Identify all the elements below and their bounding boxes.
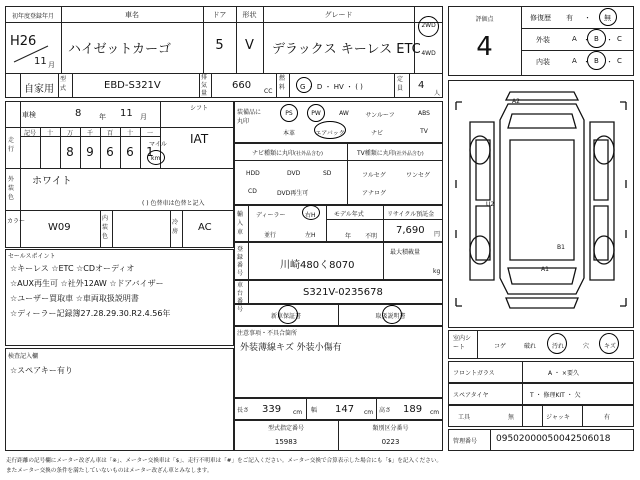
name-label: 車名 <box>125 11 139 19</box>
management-label: 管理番号 <box>453 438 478 445</box>
mileage-h6: 一 <box>146 130 153 137</box>
room-scratch: キズ <box>604 343 616 350</box>
score-label: 評価点 <box>475 16 494 23</box>
mileage-h0: 記号 <box>23 130 36 137</box>
fuel-label: 燃料 <box>279 75 286 91</box>
inspection-year: 8 <box>75 108 82 119</box>
glass-label: フロントガラス <box>453 370 495 377</box>
import-right-circle <box>302 205 320 220</box>
repair-no: 無 <box>604 14 611 22</box>
repair-yes: 有 <box>566 14 573 22</box>
registration-value: 川崎480く8070 <box>280 260 355 271</box>
ext-b-circle <box>587 29 606 48</box>
model-label: 型式 <box>60 76 67 92</box>
glass-value: A ・ ×要久 <box>548 370 579 377</box>
drive-2wd-circle <box>418 16 439 37</box>
room-hole: 穴 <box>583 343 590 350</box>
capacity-value: 4 <box>418 80 425 91</box>
model-value: EBD-S321V <box>104 80 161 91</box>
jack-label: ジャッキ <box>546 414 570 421</box>
model-year-unit: 年 <box>345 233 352 240</box>
manual: 取扱説明書 <box>375 313 406 320</box>
mileage-digit-2: 9 <box>86 145 94 159</box>
mileage-h7: マイル <box>149 141 167 148</box>
max-load-unit: kg <box>433 268 441 275</box>
tv-header-text: TV種類に丸印 <box>357 150 395 157</box>
notes-text: 外装薄線キズ 外装小傷有 <box>240 343 342 353</box>
equip-navi: ナビ <box>370 130 383 137</box>
interior-label: 内装 <box>536 58 550 66</box>
fuel-g-circle <box>296 77 312 93</box>
navi-header-note: (社外品含む) <box>294 151 323 157</box>
room-scratch-circle <box>599 333 619 354</box>
room-burn: コゲ <box>494 343 507 350</box>
score-value: 4 <box>476 32 493 62</box>
capacity-unit: 人 <box>434 90 441 97</box>
tv-fullseg: フルセグ <box>362 172 386 179</box>
equip-aw: AW <box>339 110 349 117</box>
navi-dvd-play: DVD再生可 <box>277 190 309 197</box>
notes-header: 注意事項・不具合箇所 <box>237 330 298 337</box>
displacement-unit: CC <box>264 88 273 95</box>
doors-label: ドア <box>212 11 227 19</box>
width-unit: cm <box>364 409 374 416</box>
model-year-label: モデル年式 <box>334 211 364 218</box>
displacement-label: 排気量 <box>201 74 208 97</box>
navi-header <box>252 148 323 157</box>
equip-airbag: エアバック <box>315 130 345 137</box>
ac-value: AC <box>198 222 212 233</box>
repair-label: 修復歴 <box>530 14 551 22</box>
registration-label: 登録番号 <box>237 246 244 277</box>
km-circle <box>147 150 165 165</box>
inspector-label: 検査記入欄 <box>8 353 39 360</box>
import-dealer: ディーラー <box>256 212 286 219</box>
footer-note-1: 走行距離の記号欄にメーター改ざん車は「※」、メーター交換車は「$」、走行不明車は「#」をご記入ください。メーター交換で合算表示した場合にも「$」を記入ください。 <box>6 458 443 464</box>
mileage-digit-3: 6 <box>106 145 114 159</box>
grade-label: グレード <box>324 11 353 19</box>
type-value: 15983 <box>274 438 298 446</box>
footer-note-2: またメーター交換の条件を満たしていないものはメーター改ざん車とみなします。 <box>6 468 213 474</box>
sales-line-4: ☆ディーラー記録簿27.28.29.30.R2.4.56年 <box>10 309 171 318</box>
int-c: C <box>617 57 622 65</box>
color-code-label: カラー <box>7 218 26 225</box>
equip-ps-circle <box>280 104 298 122</box>
spare-value: T ・ 修理KIT ・ 欠 <box>530 392 581 399</box>
reg-year-label: 初年度登録年月 <box>11 13 54 20</box>
tools-value: 無 <box>508 414 515 421</box>
navi-header-text: ナビ種類に丸印 <box>252 150 295 157</box>
inspector-text: ☆スペアキー有り <box>10 366 73 375</box>
equip-ps: PS <box>285 110 293 117</box>
equip-pw: PW <box>311 110 321 117</box>
mileage-h3: 千 <box>86 130 93 137</box>
sales-line-3: ☆ユーザー買取車 ☆車両取扱説明書 <box>10 294 139 303</box>
spare-label: スペアタイヤ <box>453 392 489 399</box>
ext-b: B <box>594 35 599 43</box>
mileage-unit: km <box>151 155 161 162</box>
mileage-h2: 万 <box>66 130 73 137</box>
navi-sd: SD <box>323 170 332 177</box>
fuel-options: G ・ D ・ HV ・ ( ) <box>300 83 363 91</box>
shift-label: シフト <box>190 105 209 112</box>
equip-abs: ABS <box>418 110 430 117</box>
shape-value: V <box>245 38 254 53</box>
navi-hdd: HDD <box>246 170 260 177</box>
equipment-label: 装備品に丸印 <box>237 109 262 125</box>
width-value: 147 <box>335 404 355 415</box>
reg-month-unit: 月 <box>48 61 55 69</box>
chassis-value: S321V-0235678 <box>303 287 383 298</box>
exterior-label: 外装 <box>536 36 550 44</box>
length-unit: cm <box>293 409 303 416</box>
reg-month: 11 <box>34 56 47 67</box>
mileage-digit-4: 6 <box>126 145 134 159</box>
room-tear: 破れ <box>524 343 537 350</box>
sales-line-2: ☆AUX再生可 ☆社外12AW ☆ドアバイザー <box>10 279 164 288</box>
car-diagram <box>448 80 634 328</box>
ac-label: 冷房 <box>172 219 179 235</box>
displacement-value: 660 <box>232 80 252 91</box>
color-code-value: W09 <box>48 222 71 233</box>
room-dirt-circle <box>547 333 567 354</box>
tools-label: 工具 <box>458 414 471 421</box>
sales-points-label: セールスポイント <box>8 253 56 260</box>
capacity-label: 定員 <box>397 76 404 92</box>
reg-era-year: H26 <box>10 34 37 49</box>
room-label: 室内シート <box>453 335 472 351</box>
diagram-a2: A2 <box>512 98 520 105</box>
import-right: 右H <box>305 212 316 219</box>
diagram-b1: B1 <box>557 244 565 251</box>
recycle-label: リサイクル預託金 <box>387 211 435 218</box>
int-dot2: ・ <box>606 58 613 66</box>
management-value: 09502000050042506018 <box>496 434 611 444</box>
recycle-unit: 円 <box>434 231 441 238</box>
category-value: 0223 <box>381 438 400 446</box>
drive-4wd: 4WD <box>421 50 436 57</box>
manual-circle <box>382 305 402 324</box>
shape-label: 形状 <box>242 11 257 19</box>
new-warranty: 新車保証書 <box>270 313 301 320</box>
mileage-h1: 十 <box>46 130 53 137</box>
ext-c: C <box>617 35 622 43</box>
ext-a: A <box>572 35 577 43</box>
length-value: 339 <box>262 404 282 415</box>
repair-dot: ・ <box>584 14 591 22</box>
height-value: 189 <box>403 404 423 415</box>
repair-no-circle <box>599 8 617 26</box>
equip-tv: TV <box>420 128 428 135</box>
navi-cd: CD <box>248 188 257 195</box>
ext-color-note: ( ) 色替車は色替と記入 <box>142 200 205 207</box>
inspection-month: 11 <box>120 108 133 119</box>
ext-color-label: 外装色 <box>8 176 15 201</box>
ext-color-value: ホワイト <box>32 176 72 187</box>
ext-dot1: ・ <box>583 36 590 44</box>
tv-analog: アナログ <box>362 190 387 197</box>
tv-header <box>357 148 424 157</box>
inspection-year-unit: 年 <box>99 113 106 121</box>
interior-color-label: 内装色 <box>102 215 109 240</box>
shift-value: IAT <box>190 132 209 146</box>
diagram-a1: A1 <box>541 266 549 273</box>
equip-sunroof: サンルーフ <box>365 112 395 119</box>
int-dot1: ・ <box>583 58 590 66</box>
import-parallel: 並行 <box>264 232 277 239</box>
height-unit: cm <box>430 409 440 416</box>
mileage-h4: 百 <box>106 130 113 137</box>
new-warranty-circle <box>278 305 298 324</box>
drive-2wd: 2WD <box>421 22 436 29</box>
mileage-digit-5: 1 <box>146 145 154 159</box>
equip-airbag-circle <box>314 121 346 139</box>
diagram-u2: U2 <box>486 201 495 208</box>
grade-value: デラックス キーレス ETC <box>272 42 421 57</box>
navi-dvd: DVD <box>287 170 301 177</box>
mileage-label: 走行 <box>8 137 15 153</box>
tv-header-note: (社外品含む) <box>394 151 424 157</box>
doors-value: 5 <box>215 38 224 53</box>
import-left: 左H <box>305 232 316 239</box>
type-label: 型式指定番号 <box>267 425 304 432</box>
category-label: 類別区分番号 <box>372 425 409 432</box>
jack-value: 有 <box>604 414 611 421</box>
int-b-circle <box>587 51 606 70</box>
tv-oneseg: ワンセグ <box>406 172 431 179</box>
use-value: 自家用 <box>24 84 54 95</box>
inspection-month-unit: 月 <box>140 113 147 121</box>
car-name: ハイゼットカーゴ <box>68 42 171 57</box>
recycle-value: 7,690 <box>396 225 425 236</box>
mileage-digit-1: 8 <box>66 145 74 159</box>
chassis-label: 車台番号 <box>237 282 244 313</box>
height-label: 高さ <box>379 407 392 414</box>
ext-dot2: ・ <box>606 36 613 44</box>
import-label: 輸入車 <box>237 211 244 236</box>
equip-pw-circle <box>307 104 325 122</box>
room-dirt: 汚れ <box>552 343 565 350</box>
inspection-label: 車検 <box>22 111 36 119</box>
max-load-label: 最大積載量 <box>390 249 421 256</box>
inspector-box <box>5 348 234 451</box>
equip-leather: 本革 <box>282 130 295 137</box>
model-year-unknown: 不明 <box>365 233 378 240</box>
sales-line-1: ☆キーレス ☆ETC ☆CDオーディオ <box>10 264 135 273</box>
int-a: A <box>572 57 577 65</box>
length-label: 長さ <box>237 407 250 414</box>
int-b: B <box>594 57 599 65</box>
mileage-h5: 十 <box>126 130 133 137</box>
width-label: 幅 <box>311 407 318 414</box>
